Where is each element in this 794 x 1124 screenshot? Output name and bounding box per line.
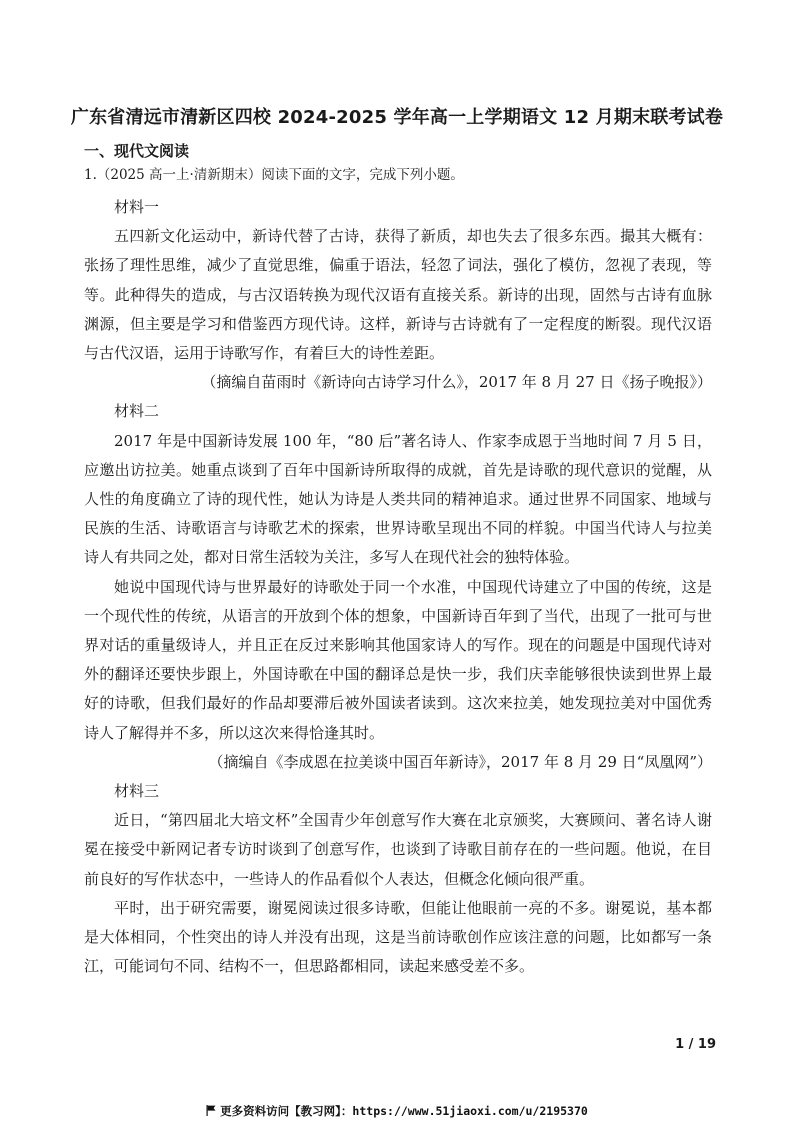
page-number: 1 / 19 — [675, 1037, 716, 1052]
material-3-paragraph-2: 平时，出于研究需要，谢冕阅读过很多诗歌，但能让他眼前一亮的不多。谢冕说，基本都是大体相同，个性突出的诗人并没有出现，这是当前诗歌创作应该注意的问题，比如都写一条江，可能词句不同、结构不一，但思路都相同，读起来感受差不多。 — [84, 898, 712, 976]
material-1-source: （摘编自苗雨时《新诗向古诗学习什么》，2017 年 8 月 27 日《扬子晚报》） — [201, 373, 712, 392]
document-title: 广东省清远市清新区四校 2024-2025 学年高一上学期语文 12 月期末联考试卷 — [70, 107, 724, 128]
section-heading: 一、现代文阅读 — [84, 142, 190, 160]
material-2-paragraph-1: 2017 年是中国新诗发展 100 年，“80 后”著名诗人、作家李成恩于当地时间 7 月 5 日，应邀出访拉美。她重点谈到了百年中国新诗所取得的成就，首先是诗歌的现代意识的觉醒，从人性的角度确立了诗的现代性，她认为诗是人类共同的精神追求。通过世界不同国家、地域与民族的生活、诗歌语言与诗歌艺术的探索，世界诗歌呈现出不同的样貌。中国当代诗人与拉美诗人有共同之处，都对日常生活较为关注，多写人在现代社会的独特体验。 — [84, 431, 712, 567]
material-1-paragraph-1: 五四新文化运动中，新诗代替了古诗，获得了新质，却也失去了很多东西。撮其大概有：张扬了理性思维，减少了直觉思维，偏重于语法，轻忽了词法，强化了模仿，忽视了表现，等等。此种得失的造成，与古汉语转换为现代汉语有直接关系。新诗的出现，固然与古诗有血脉渊源，但主要是学习和借鉴西方现代诗。这样，新诗与古诗就有了一定程度的断裂。现代汉语与古代汉语，运用于诗歌写作，有着巨大的诗性差距。 — [84, 227, 712, 363]
material-2-source: （摘编自《李成恩在拉美谈中国百年新诗》，2017 年 8 月 29 日“凤凰网”） — [208, 752, 712, 771]
footer-link[interactable] — [0, 1103, 794, 1119]
footer-text: 更多资料访问【教习网】：https://www.51jiaoxi.com/u/2195370 — [220, 1104, 588, 1118]
question-stem: 1.（2025 高一上·清新期末）阅读下面的文字，完成下列小题。 — [84, 167, 464, 183]
material-3-paragraph-1: 近日，“第四届北大培文杯”全国青少年创意写作大赛在北京颁奖，大赛顾问、著名诗人谢冕在接受中新网记者专访时谈到了创意写作，也谈到了诗歌目前存在的一些问题。他说，在目前良好的写作状态中，一些诗人的作品看似个人表达，但概念化倾向很严重。 — [84, 811, 712, 888]
flag-icon — [206, 1105, 216, 1116]
material-3-label: 材料三 — [114, 782, 160, 801]
reading-passage — [84, 193, 712, 981]
material-2-label: 材料二 — [114, 402, 160, 421]
material-2-paragraph-2: 她说中国现代诗与世界最好的诗歌处于同一个水准，中国现代诗建立了中国的传统，这是一个现代性的传统，从语言的开放到个体的想象，中国新诗百年到了当代，出现了一批可与世界对话的重量级诗人，并且正在反过来影响其他国家诗人的写作。现在的问题是中国现代诗对外的翻译还要快步跟上，外国诗歌在中国的翻译总是快一步，我们庆幸能够很快读到世界上最好的诗歌，但我们最好的作品却要滞后被外国读者读到。这次来拉美，她发现拉美对中国优秀诗人了解得并不多，所以这次来得恰逢其时。 — [84, 577, 712, 742]
material-1-label: 材料一 — [114, 198, 160, 216]
